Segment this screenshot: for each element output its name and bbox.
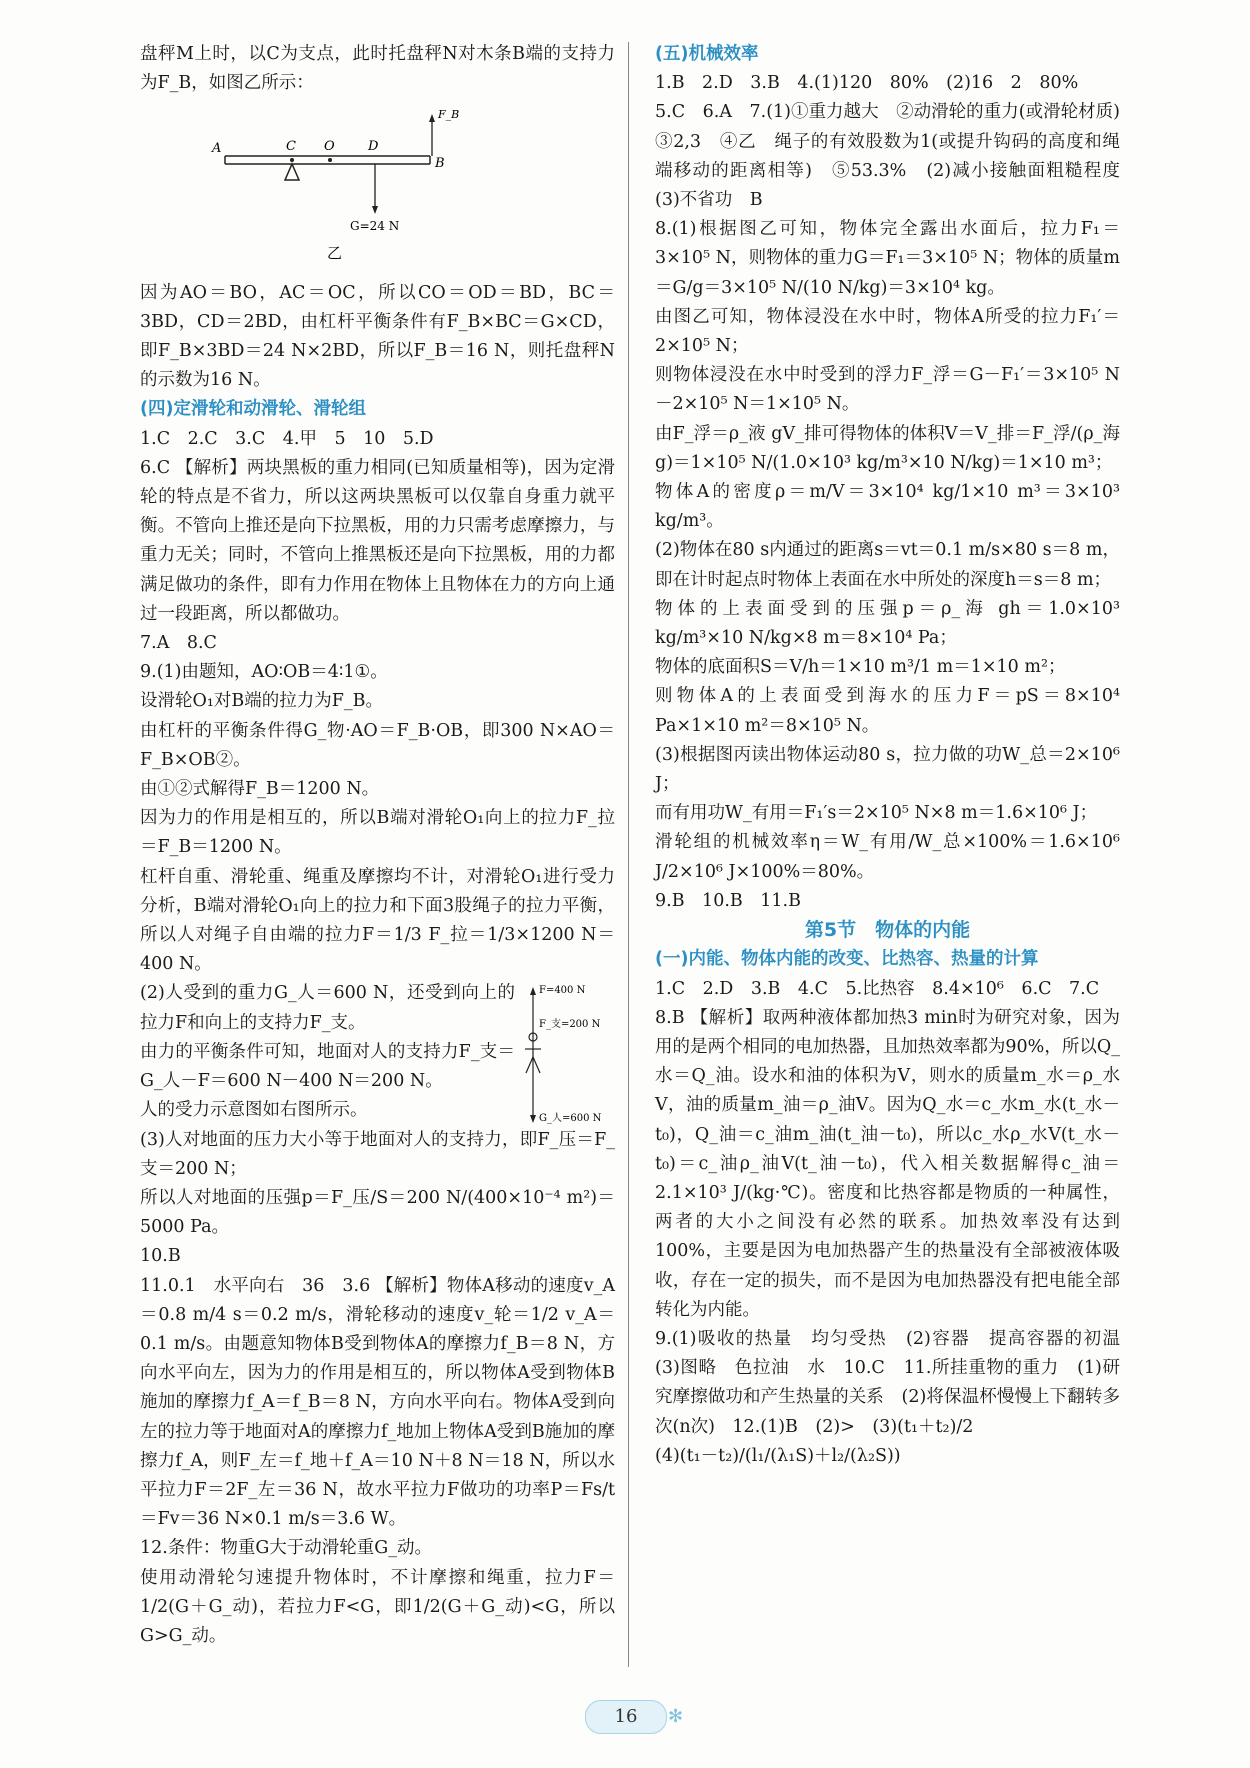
answer-line: 10.B xyxy=(140,1246,181,1267)
text-block: 则物体浸没在水中时受到的浮力F_浮＝G－F₁′＝3×10⁵ N－2×10⁵ N＝1×10⁵ N。 xyxy=(655,365,1120,415)
text-block: 9.(1)由题知，AO∶OB＝4∶1①。 xyxy=(140,662,388,683)
text-block: 所以人对地面的压强p＝F_压/S＝200 N/(400×10⁻⁴ m²)＝5000 Pa。 xyxy=(140,1187,615,1238)
label-o: O xyxy=(324,139,335,155)
label-c: C xyxy=(286,139,296,155)
answer-explanation: 11.0.1 水平向右 36 3.6 【解析】物体A移动的速度v_A＝0.8 m/4 s＝0.2 m/s，滑轮移动的速度v_轮＝1/2 v_A＝0.1 m/s。由题意知物体B受到物体A的摩擦力f_B＝8 N，方向水平向左，因为力的作用是相互的，所以物体A受到物体B施加的摩擦力f_A＝f_B＝8 N，方向水平向右。物体A受到向左的拉力等于地面对A的摩擦力f_地加上物体A受到B施加的摩擦力f_A，则F_左＝f_地＋f_A＝10 N＋8 N＝18 N，所以水平拉力F＝2F_左＝36 N，故水平拉力F做功的功率P＝Fs/t＝Fv＝36 N×0.1 m/s＝3.6 W。 xyxy=(140,1275,616,1530)
section-heading: (四)定滑轮和动滑轮、滑轮组 xyxy=(140,399,366,420)
text-block: 滑轮组的机械效率η＝W_有用/W_总×100%＝1.6×10⁶ J/2×10⁶ J×100%＝80%。 xyxy=(655,832,1120,882)
answer-line: 1.B 2.D 3.B 4.(1)120 80% (2)16 2 80% xyxy=(655,73,1079,94)
section-heading: (一)内能、物体内能的改变、比热容、热量的计算 xyxy=(655,949,1039,970)
text-block: 人的受力示意图如右图所示。 xyxy=(140,1100,368,1121)
lever-diagram-yi xyxy=(140,98,615,268)
text-block: 而有用功W_有用＝F₁′s＝2×10⁵ N×8 m＝1.6×10⁶ J； xyxy=(655,803,1098,824)
text-block: (3)根据图丙读出物体运动80 s，拉力做的功W_总＝2×10⁶ J； xyxy=(655,744,1120,795)
label-b: B xyxy=(435,156,445,172)
text-block: 使用动滑轮匀速提升物体时，不计摩擦和绳重，拉力F＝1/2(G＋G_动)，若拉力F<G，即1/2(G＋G_动)<G，所以G>G_动。 xyxy=(140,1567,615,1646)
column-divider xyxy=(628,42,629,1667)
text-block: 由图乙可知，物体浸没在水中时，物体A所受的拉力F₁′＝2×10⁵ N； xyxy=(655,306,1120,357)
text-block: 8.(1)根据图乙可知，物体完全露出水面后，拉力F₁＝3×10⁵ N，则物体的重力G＝F₁＝3×10⁵ N；物体的质量m＝G/g＝3×10⁵ N/(10 N/kg)＝3×10⁴ kg。 xyxy=(655,219,1120,298)
force-label-f: F=400 N xyxy=(539,985,586,997)
answer-line: 1.C 2.D 3.B 4.C 5.比热容 8.4×10⁶ 6.C 7.C xyxy=(655,978,1100,999)
text-block: 由①②式解得F_B＝1200 N。 xyxy=(140,779,380,800)
page-number: 16 xyxy=(585,1700,667,1734)
answer-line: (4)(t₁－t₂)/(l₁/(λ₁S)＋l₂/(λ₂S)) xyxy=(655,1445,901,1466)
text-block: (2)物体在80 s内通过的距离s＝vt＝0.1 m/s×80 s＝8 m，即在计时起点时物体上表面在水中所处的深度h＝s＝8 m； xyxy=(655,540,1120,590)
answer-line: 5.C 6.A 7.(1)①重力越大 ②动滑轮的重力(或滑轮材质) ③2,3 ④乙 绳子的有效股数为1(或提升钩码的高度和绳端移动的距离相等) ⑤53.3% (2)减小接触面粗糙程度 (3)不省功 B xyxy=(655,102,1138,211)
snowflake-icon: ✻ xyxy=(668,1706,684,1727)
answer-line: 9.B 10.B 11.B xyxy=(655,890,801,911)
text-block: (2)人受到的重力G_人＝600 N，还受到向上的拉力F和向上的支持力F_支。 xyxy=(140,983,515,1033)
answer-line: 9.(1)吸收的热量 均匀受热 (2)容器 提高容器的初温 (3)图略 色拉油 水 10.C 11.所挂重物的重力 (1)研究摩擦做功和产生热量的关系 (2)将保温杯慢慢上下翻转多次(n次) 12.(1)B (2)> (3)(t₁＋t₂)/2 xyxy=(655,1328,1138,1437)
force-label-gravity: G_人=600 N xyxy=(539,1113,602,1125)
text-block: 12.条件：物重G大于动滑轮重G_动。 xyxy=(140,1538,433,1559)
text-block: 由杠杆的平衡条件得G_物·AO＝F_B·OB，即300 N×AO＝F_B×OB②。 xyxy=(140,720,615,770)
text-block: 因为力的作用是相互的，所以B端对滑轮O₁向上的拉力F_拉＝F_B＝1200 N。 xyxy=(140,808,615,858)
text-block: 物体A的密度ρ＝m/V＝3×10⁴ kg/1×10 m³＝3×10³ kg/m³。 xyxy=(655,482,1120,532)
chapter-heading: 第5节 物体的内能 xyxy=(804,919,971,942)
text-block: 物体的上表面受到的压强p＝ρ_海 gh＝1.0×10³ kg/m³×10 N/kg×8 m＝8×10⁴ Pa； xyxy=(655,598,1120,649)
right-column xyxy=(655,40,1138,1471)
force-label-support: F_支=200 N xyxy=(539,1019,601,1031)
text-block: 则物体A的上表面受到海水的压力F＝pS＝8×10⁴ Pa×1×10 m²＝8×10⁵ N。 xyxy=(655,686,1120,736)
text-block: 设滑轮O₁对B端的拉力为F_B。 xyxy=(140,691,383,712)
label-d: D xyxy=(368,139,379,155)
text-block: 由F_浮＝ρ_液 gV_排可得物体的体积V＝V_排＝F_浮/(ρ_海 g)＝1×10⁵ N/(1.0×10³ kg/m³×10 N/kg)＝1×10 m³； xyxy=(655,423,1120,473)
force-diagram xyxy=(515,979,615,1129)
answer-explanation: 6.C 【解析】两块黑板的重力相同(已知质量相等)，因为定滑轮的特点是不省力，所以这两块黑板可以仅靠自身重力就平衡。不管向上推还是向下拉黑板，用的力只需考虑摩擦力，与重力无关；同时，不管向上推黑板还是向下拉黑板，用的力都满足做功的条件，即有力作用在物体上且物体在力的方向上通过一段距离，所以都做功。 xyxy=(140,457,615,624)
answer-explanation: 8.B 【解析】取两种液体都加热3 min时为研究对象，因为用的是两个相同的电加热器，且加热效率都为90%，所以Q_水＝Q_油。设水和油的体积为V，则水的质量m_水＝ρ_水V，油的质量m_油＝ρ_油V。因为Q_水＝c_水m_水(t_水－t₀)，Q_油＝c_油m_油(t_油－t₀)，所以c_水ρ_水V(t_水－t₀)＝c_油ρ_油V(t_油－t₀)，代入相关数据解得c_油＝2.1×10³ J/(kg·℃)。密度和比热容都是物质的一种属性，两者的大小之间没有必然的联系。加热效率没有达到100%，主要是因为电加热器产生的热量没有全部被液体吸收，存在一定的损失，而不是因为电加热器没有把电能全部转化为内能。 xyxy=(655,1007,1120,1320)
label-fb: F_B xyxy=(438,108,460,122)
label-g: G=24 N xyxy=(350,219,400,234)
section-heading: (五)机械效率 xyxy=(655,44,759,64)
text-block: 由力的平衡条件可知，地面对人的支持力F_支＝G_人－F＝600 N－400 N＝200 N。 xyxy=(140,1041,515,1092)
figure-caption: 乙 xyxy=(327,244,343,263)
text-block: (3)人对地面的压力大小等于地面对人的支持力，即F_压＝F_支＝200 N； xyxy=(140,1129,615,1179)
text-block: 杠杆自重、滑轮重、绳重及摩擦均不计，对滑轮O₁进行受力分析，B端对滑轮O₁向上的拉力和下面3股绳子的拉力平衡，所以人对绳子自由端的拉力F＝1/3 F_拉＝1/3×1200 N＝400 N。 xyxy=(140,866,615,975)
label-a: A xyxy=(212,141,222,157)
answer-line: 7.A 8.C xyxy=(140,633,217,654)
left-column xyxy=(140,40,615,1651)
answer-line: 1.C 2.C 3.C 4.甲 5 10 5.D xyxy=(140,428,434,449)
force-section xyxy=(140,979,615,1125)
text-block: 物体的底面积S＝V/h＝1×10 m³/1 m＝1×10 m²； xyxy=(655,657,1066,678)
text-block: 盘秤M上时，以C为支点，此时托盘秤N对木条B端的支持力为F_B，如图乙所示： xyxy=(140,44,615,94)
text-block: 因为AO＝BO，AC＝OC，所以CO＝OD＝BD，BC＝3BD，CD＝2BD，由杠杆平衡条件有F_B×BC＝G×CD，即F_B×3BD＝24 N×2BD，所以F_B＝16 N，则托盘秤N的示数为16 N。 xyxy=(140,282,615,391)
